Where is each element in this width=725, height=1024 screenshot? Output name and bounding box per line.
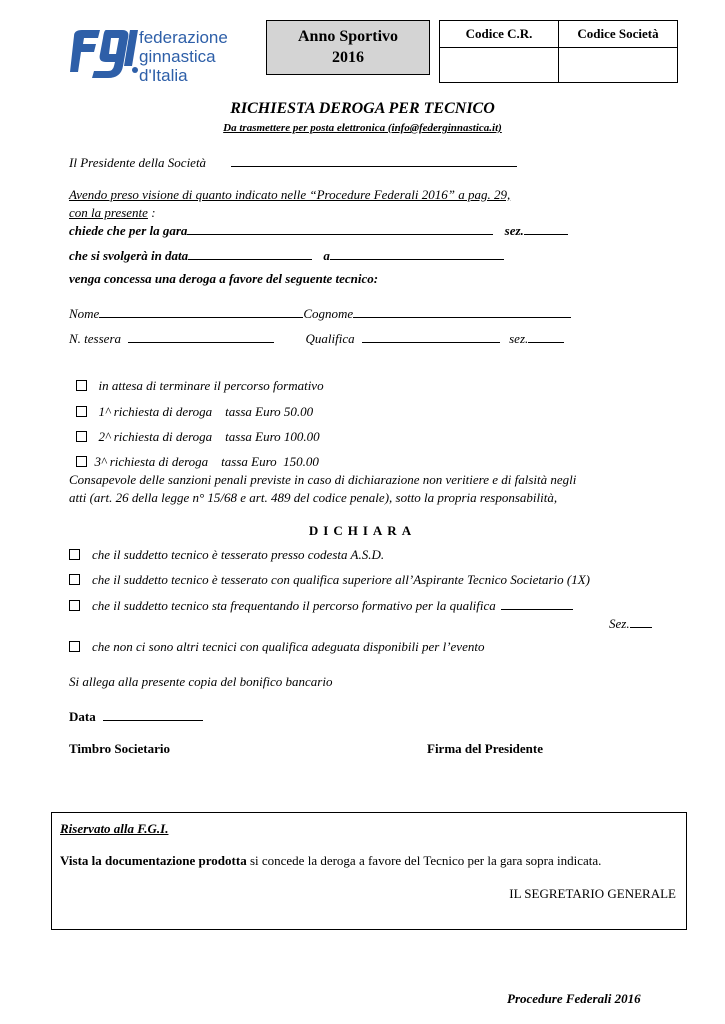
declaration-4-checkbox[interactable] [69, 641, 80, 652]
tessera-row [69, 330, 564, 347]
riservato-box [51, 812, 687, 930]
consapevole-line-2: atti (art. 26 della legge n° 15/68 e art. 489 del codice penale), sotto la propria responsabilità, [69, 490, 558, 505]
consapevole-line-1: Consapevole delle sanzioni penali previste in caso di dichiarazione non veritiere e di falsità negli [69, 472, 577, 487]
anno-sportivo-label: Anno Sportivo [297, 28, 399, 45]
anno-sportivo-box [266, 20, 430, 75]
presidente-field[interactable] [231, 154, 517, 167]
nome-label: Nome [69, 306, 100, 321]
declaration-4 [69, 639, 484, 655]
logo-line-1: federazione [139, 28, 228, 47]
firma-label: Firma del Presidente [427, 741, 544, 756]
codice-societa-field[interactable] [559, 48, 678, 83]
anno-sportivo-year: 2016 [332, 49, 364, 66]
declaration-1-label: che il suddetto tecnico è tesserato presso codesta A.S.D. [92, 547, 385, 562]
sez-label-2: sez. [509, 331, 529, 346]
option-2-label: 1^ richiesta di deroga tassa Euro 50.00 [98, 404, 314, 419]
codice-cr-header: Codice C.R. [440, 21, 559, 48]
declaration-3-checkbox[interactable] [69, 600, 80, 611]
presidente-label: Il Presidente della Società [69, 155, 207, 170]
form-subtitle: Da trasmettere per posta elettronica (info@federginnastica.it) [223, 122, 502, 134]
a-label: a [323, 248, 330, 263]
logo-line-3: d'Italia [139, 66, 188, 85]
declaration-2-checkbox[interactable] [69, 574, 80, 585]
tessera-label: N. tessera [69, 331, 121, 346]
timbro-label: Timbro Societario [69, 741, 170, 756]
declaration-2 [69, 572, 590, 588]
qualifica-label: Qualifica [305, 331, 355, 346]
sez-field-3[interactable] [630, 615, 652, 628]
codice-societa-header: Codice Società [559, 21, 678, 48]
fgi-logo-mark [70, 26, 140, 84]
logo-text [139, 28, 228, 85]
cognome-label: Cognome [303, 306, 354, 321]
svolgera-row [69, 247, 504, 264]
data-field[interactable] [103, 708, 203, 721]
qualifica-field[interactable] [362, 330, 500, 343]
codes-table [439, 20, 678, 83]
option-4-label: 3^ richiesta di deroga tassa Euro 150.00 [94, 454, 319, 469]
riservato-text-rest: si concede la deroga a favore del Tecnico per la gara sopra indicata. [246, 853, 602, 868]
sez-label: sez. [504, 223, 524, 238]
chiede-label: chiede che per la gara [69, 223, 188, 238]
chiede-row [69, 222, 568, 239]
declaration-4-label: che non ci sono altri tecnici con qualifica adeguata disponibili per l’evento [92, 639, 485, 654]
nome-field[interactable] [99, 305, 303, 318]
riservato-text-bold: Vista la documentazione prodotta [60, 853, 247, 868]
cognome-field[interactable] [353, 305, 571, 318]
option-4-checkbox[interactable] [76, 456, 87, 467]
riservato-text [60, 853, 601, 869]
avendo-line-1: Avendo preso visione di quanto indicato nelle “Procedure Federali 2016” a pag. 29, [69, 187, 511, 202]
qualifica-percorso-field[interactable] [501, 597, 573, 610]
declaration-1-checkbox[interactable] [69, 549, 80, 560]
avendo-colon: : [147, 205, 156, 220]
sez-field-2[interactable] [528, 330, 564, 343]
declaration-3 [69, 597, 573, 614]
data-row [69, 708, 203, 725]
presidente-row [69, 154, 517, 171]
dichiara-heading: DICHIARA [308, 523, 417, 538]
avendo-line-2-text: con la presente [69, 205, 148, 220]
data-gara-field[interactable] [188, 247, 312, 260]
logo-line-2: ginnastica [139, 47, 216, 66]
option-1-label: in attesa di terminare il percorso formativo [98, 378, 324, 393]
sez-field[interactable] [524, 222, 568, 235]
declaration-3-label: che il suddetto tecnico sta frequentando il percorso formativo per la qualifica [92, 598, 496, 613]
form-title: RICHIESTA DEROGA PER TECNICO [230, 100, 495, 117]
codice-cr-field[interactable] [440, 48, 559, 83]
venga-line: venga concessa una deroga a favore del seguente tecnico: [69, 271, 379, 286]
gara-field[interactable] [187, 222, 493, 235]
luogo-field[interactable] [330, 247, 504, 260]
tessera-field[interactable] [128, 330, 274, 343]
page-footer: Procedure Federali 2016 [507, 991, 641, 1006]
riservato-heading: Riservato alla F.G.I. [60, 821, 169, 836]
nome-row [69, 305, 571, 322]
allega-line: Si allega alla presente copia del bonifico bancario [69, 674, 333, 689]
svolgera-label: che si svolgerà in data [69, 248, 189, 263]
sez-row-3 [609, 615, 652, 632]
declaration-1 [69, 547, 384, 563]
data-label: Data [69, 709, 96, 724]
sez-label-3: Sez. [609, 616, 630, 631]
option-3-label: 2^ richiesta di deroga tassa Euro 100.00 [98, 429, 320, 444]
option-4 [69, 438, 319, 470]
segretario-label: IL SEGRETARIO GENERALE [509, 886, 676, 901]
avendo-line-2 [69, 205, 156, 221]
declaration-2-label: che il suddetto tecnico è tesserato con qualifica superiore all’Aspirante Tecnico Societario (1X) [92, 572, 590, 587]
